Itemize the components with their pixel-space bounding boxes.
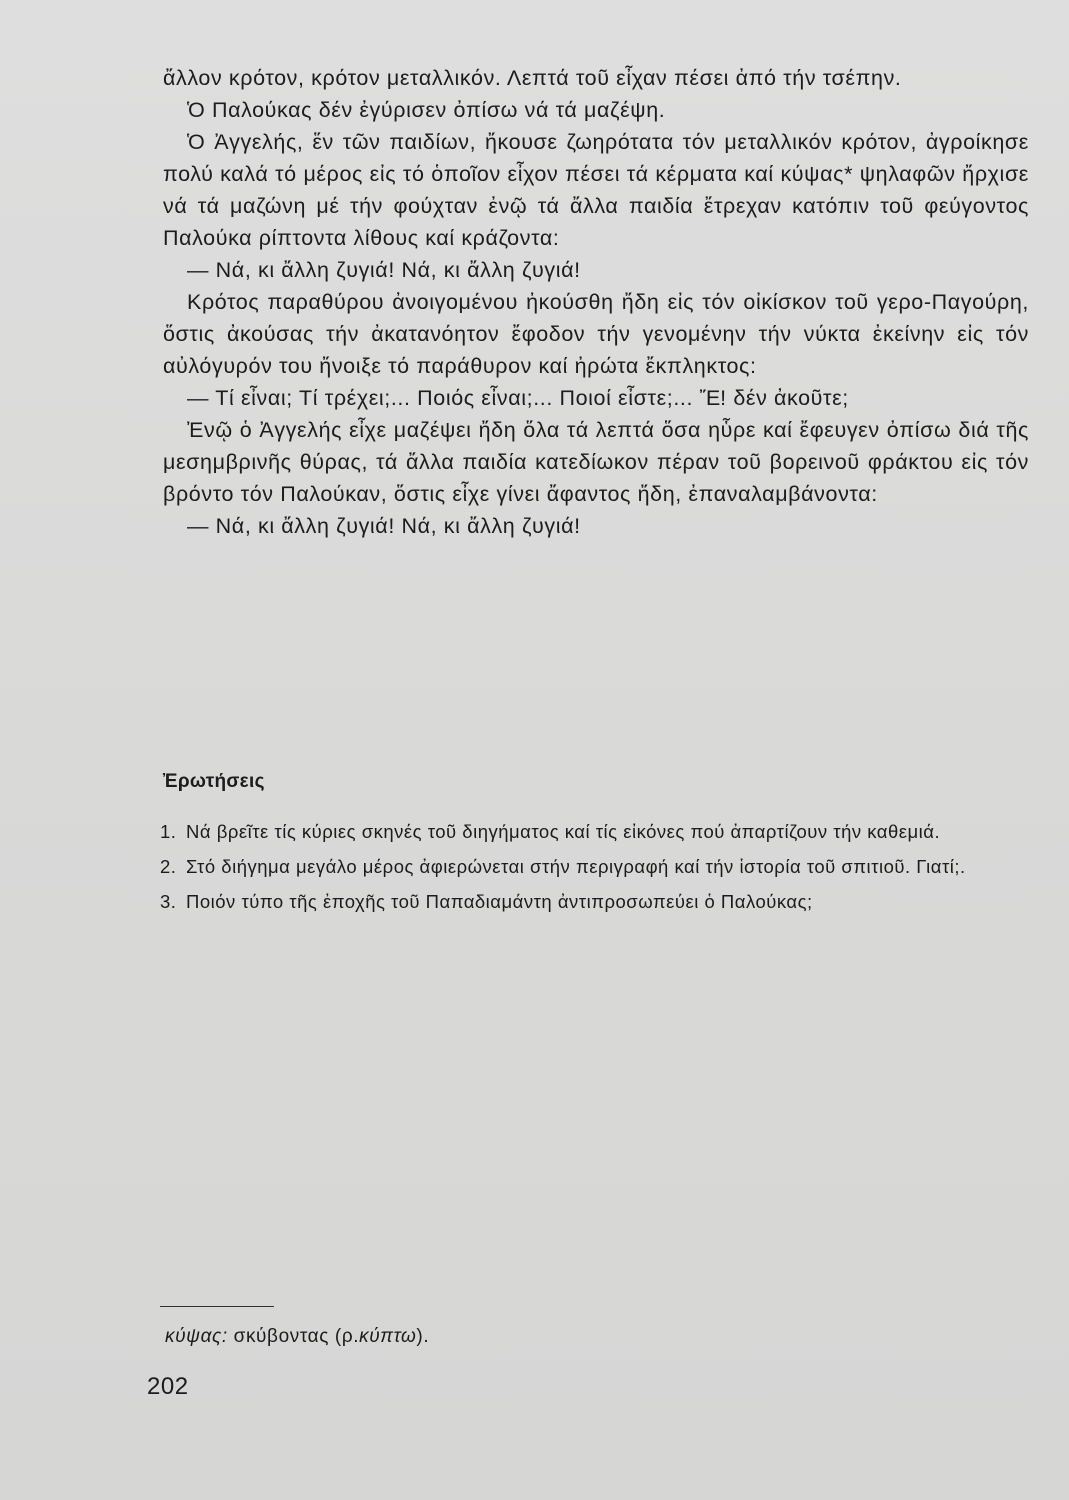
paragraph: Ἐνῷ ὁ Ἀγγελής εἶχε μαζέψει ἤδη ὅλα τά λεπτά ὅσα ηὗρε καί ἔφευγεν ὀπίσω διά τῆς μεσημβρινῆς θύρας, τά ἄλλα παιδία κατεδίωκον πέραν τοῦ βορεινοῦ φράκτου εἰς τόν βρόντο τόν Παλούκαν, ὅστις εἶχε γίνει ἄφαντος ἤδη, ἐπαναλαμβάνοντα: — [163, 418, 1029, 506]
paragraph: Ὁ Ἀγγελής, ἕν τῶν παιδίων, ἤκουσε ζωηρότατα τόν μεταλλικόν κρότον, ἀγροίκησε πολύ καλά τό μέρος εἰς τό ὁποῖον εἶχον πέσει τά κέρματα καί κύψας* ψηλαφῶν ἤρχισε νά τά μαζώνη μέ τήν φούχταν ἐνῷ τά ἄλλα παιδία ἔτρεχαν κατόπιν τοῦ φεύγοντος Παλούκα ρίπτοντα λίθους καί κράζοντα: — [163, 130, 1029, 250]
dialogue-line: — Νά, κι ἄλλη ζυγιά! Νά, κι ἄλλη ζυγιά! — [187, 258, 581, 282]
paragraph: Ὁ Παλούκας δέν ἐγύρισεν ὀπίσω νά τά μαζέψη. — [187, 98, 666, 122]
paragraph: Κρότος παραθύρου ἀνοιγομένου ἠκούσθη ἤδη εἰς τόν οἰκίσκον τοῦ γερο-Παγούρη, ὅστις ἀκούσας τήν ἀκατανόητον ἔφοδον τήν γενομένην τήν νύκτα ἐκείνην εἰς τόν αὐλόγυρόν του ἤνοιξε τό παράθυρον καί ἠρώτα ἔκπληκτος: — [163, 290, 1029, 378]
question-number: 3. — [160, 891, 177, 912]
footnote — [165, 1326, 429, 1348]
dialogue-line: — Τί εἶναι; Τί τρέχει;... Ποιός εἶναι;... Ποιοί εἶστε;... Ἔ! δέν ἀκοῦτε; — [187, 386, 849, 410]
story-text — [163, 62, 1029, 542]
question-text: Στό διήγημα μεγάλο μέρος ἀφιερώνεται στήν περιγραφή καί τήν ἱστορία τοῦ σπιτιοῦ. Γιατί;. — [186, 856, 966, 877]
question-text: Ποιόν τύπο τῆς ἐποχῆς τοῦ Παπαδιαμάντη ἀντιπροσωπεύει ὁ Παλούκας; — [186, 891, 813, 912]
dialogue-line: — Νά, κι ἄλλη ζυγιά! Νά, κι ἄλλη ζυγιά! — [187, 514, 581, 538]
question-number: 1. — [160, 821, 177, 842]
footnote-definition: σκύβοντας (ρ. — [233, 1326, 360, 1347]
question-number: 2. — [160, 856, 177, 877]
questions-heading: Ἐρωτήσεις — [163, 771, 265, 792]
footnote-term: κύψας: — [165, 1326, 228, 1347]
question-item — [160, 853, 1030, 880]
question-item — [160, 818, 1030, 845]
questions-list — [160, 818, 1030, 923]
question-item — [160, 888, 1030, 915]
footnote-close: ). — [416, 1326, 430, 1347]
footnote-divider — [160, 1306, 274, 1307]
paragraph: ἄλλον κρότον, κρότον μεταλλικόν. Λεπτά τοῦ εἶχαν πέσει ἀπό τήν τσέπην. — [163, 66, 902, 90]
page-number: 202 — [147, 1373, 189, 1400]
question-text: Νά βρεῖτε τίς κύριες σκηνές τοῦ διηγήματος καί τίς εἰκόνες πού ἀπαρτίζουν τήν καθεμιά. — [186, 821, 941, 842]
footnote-root: κύπτω — [359, 1326, 417, 1347]
